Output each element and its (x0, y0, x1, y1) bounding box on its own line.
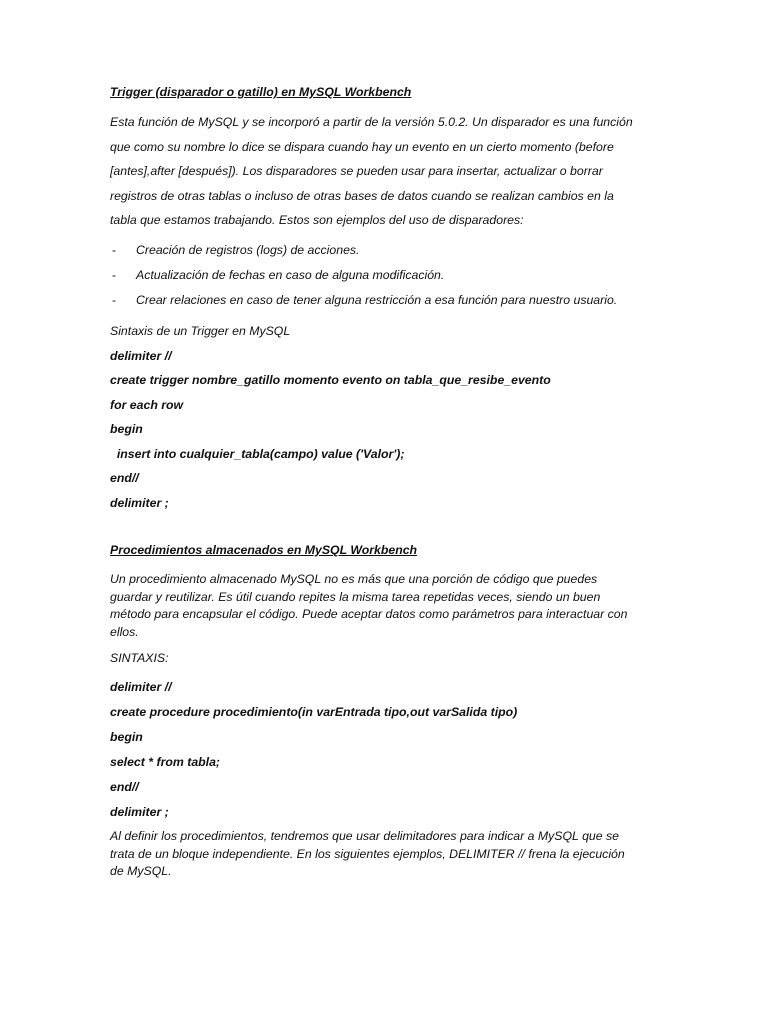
code-line: begin (110, 730, 143, 744)
paragraph-line: guardar y reutilizar. Es útil cuando repites la misma tarea repetidas veces, siendo un buen (110, 589, 601, 604)
code-line: select * from tabla; (110, 755, 221, 769)
procedures-syntax-label: SINTAXIS: (110, 651, 169, 665)
code-line: insert into cualquier_tabla(campo) value ('Valor'); (110, 446, 405, 461)
bullet-dash: - (112, 243, 117, 257)
paragraph-line: Esta función de MySQL y se incorporó a partir de la versión 5.0.2. Un disparador es una función (110, 115, 633, 129)
syntax-label: Sintaxis de un Trigger en MySQL (110, 324, 291, 338)
trigger-uses-list (110, 240, 690, 314)
list-item-text: Creación de registros (logs) de acciones. (136, 243, 360, 257)
section-title-trigger: Trigger (disparador o gatillo) en MySQL Workbench (110, 85, 412, 99)
code-line: end// (110, 471, 139, 485)
bullet-dash: - (112, 292, 117, 307)
paragraph-line: Al definir los procedimientos, tendremos que usar delimitadores para indicar a MySQL que se (110, 829, 619, 843)
code-line: delimiter ; (110, 495, 169, 510)
bullet-dash: - (112, 267, 117, 282)
trigger-description-paragraph (110, 110, 670, 233)
code-line: delimiter // (110, 680, 172, 694)
list-item (110, 265, 690, 290)
list-item-text: Actualización de fechas en caso de alguna modificación. (136, 267, 445, 282)
code-line: create procedure procedimiento(in varEntrada tipo,out varSalida tipo) (110, 705, 518, 719)
list-item (110, 290, 690, 315)
section-title-procedures: Procedimientos almacenados en MySQL Workbench (110, 543, 418, 557)
paragraph-line: trata de un bloque independiente. En los siguientes ejemplos, DELIMITER // frena la ejecución (110, 846, 625, 861)
list-item (110, 240, 690, 265)
procedures-description-paragraph (110, 571, 666, 641)
code-line: for each row (110, 397, 184, 412)
code-line: begin (110, 422, 143, 436)
trigger-syntax-block (110, 321, 690, 517)
paragraph-line: Un procedimiento almacenado MySQL no es más que una porción de código que puedes (110, 572, 598, 586)
paragraph-line: método para encapsular el código. Puede aceptar datos como parámetros para interactuar con (110, 607, 628, 622)
paragraph-line: tabla que estamos trabajando. Estos son ejemplos del uso de disparadores: (110, 213, 524, 228)
paragraph-line: registros de otras tablas o incluso de otras bases de datos cuando se realizan cambios en la (110, 188, 614, 203)
code-line: delimiter // (110, 348, 172, 363)
procedures-syntax-block (110, 677, 690, 827)
paragraph-line: de MySQL. (110, 864, 172, 879)
delimiter-explanation-paragraph (110, 828, 666, 881)
paragraph-line: ellos. (110, 624, 139, 639)
code-line: end// (110, 780, 139, 794)
code-line: delimiter ; (110, 805, 169, 819)
list-item-text: Crear relaciones en caso de tener alguna restricción a esa función para nuestro usuario. (136, 292, 618, 307)
paragraph-line: [antes],after [después]). Los disparadores se pueden usar para insertar, actualizar o borrar (110, 164, 603, 179)
code-line: create trigger nombre_gatillo momento evento on tabla_que_resibe_evento (110, 373, 551, 387)
paragraph-line: que como su nombre lo dice se dispara cuando hay un evento en un cierto momento (before (110, 139, 614, 154)
